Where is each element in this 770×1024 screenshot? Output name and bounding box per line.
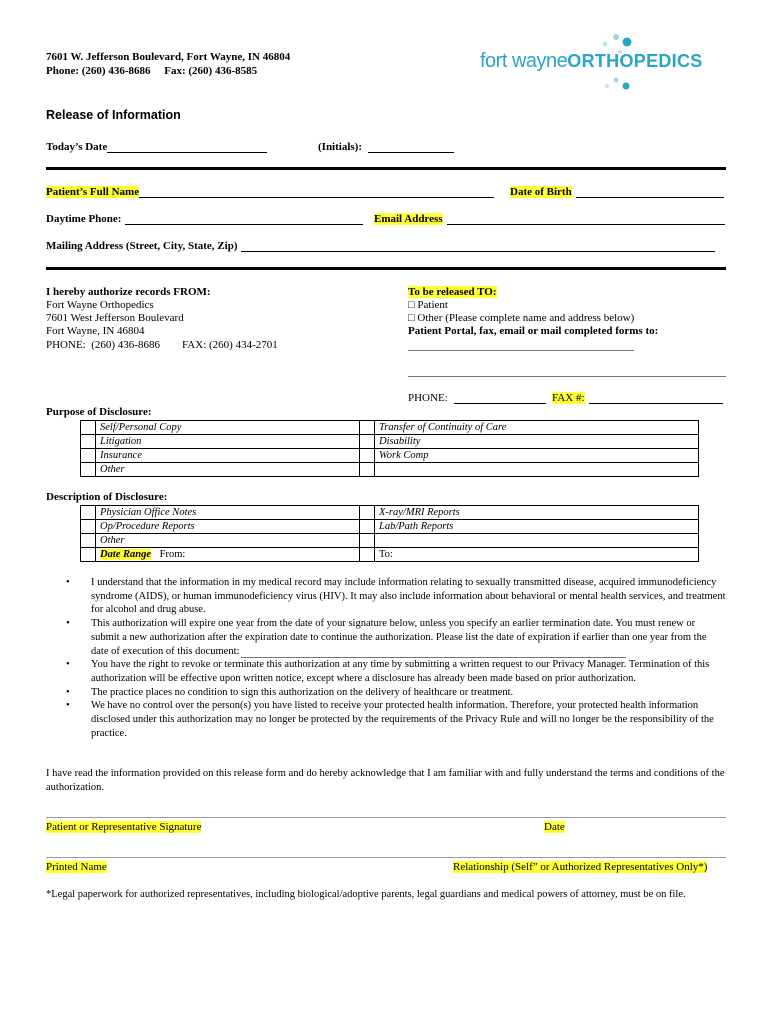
purpose-heading: Purpose of Disclosure:: [46, 406, 152, 418]
dob-field[interactable]: [510, 186, 724, 198]
purpose-checkbox[interactable]: [81, 421, 96, 435]
list-item: • I understand that the information in my medical record may include information relating to sexually transmitted disease, acquired immunodeficiency syndrome (AIDS), or human immunodeficiency virus (HIV). It may also include information about behavioral or mental health services, and treatment for alcohol and drug abuse.: [66, 577, 726, 616]
date-to-cell[interactable]: To:: [375, 548, 699, 562]
relationship-label: Relationship (Self” or Authorized Representatives Only*): [453, 861, 708, 873]
table-cell: Lab/Path Reports: [375, 520, 699, 534]
printed-name-label: Printed Name: [46, 861, 107, 873]
from-street: 7601 West Jefferson Boulevard: [46, 312, 184, 324]
release-to-patient-option[interactable]: □ Patient: [408, 299, 448, 311]
table-row: [81, 449, 699, 463]
table-cell: Insurance: [96, 449, 360, 463]
acknowledgement-text: I have read the information provided on this release form and do hereby acknowledge that I am familiar with and fully understand the terms and conditions of the authorization.: [46, 768, 725, 793]
daytime-phone-field[interactable]: [46, 213, 363, 225]
table-cell: Other: [96, 534, 360, 548]
table-row: [81, 435, 699, 449]
from-fax: FAX: (260) 434-2701: [182, 339, 278, 351]
from-practice-name: Fort Wayne Orthopedics: [46, 299, 154, 311]
dob-label: Date of Birth: [510, 186, 572, 198]
mailing-address-label: Mailing Address (Street, City, State, Zip): [46, 240, 238, 252]
logo-text-light: fort wayne: [480, 50, 568, 72]
release-to-heading: To be released TO:: [408, 286, 497, 298]
divider-thick: [46, 167, 726, 170]
release-to-line-1[interactable]: [408, 350, 634, 351]
initials-label: (Initials):: [318, 141, 362, 153]
release-to-phone-label: PHONE:: [408, 392, 448, 404]
logo: [478, 28, 728, 98]
signature-date-label: Date: [544, 821, 565, 833]
todays-date-field[interactable]: [46, 141, 267, 153]
purpose-checkbox[interactable]: [360, 463, 375, 477]
table-cell: [375, 463, 699, 477]
purpose-checkbox[interactable]: [81, 463, 96, 477]
table-cell: X-ray/MRI Reports: [375, 506, 699, 520]
table-cell: Physician Office Notes: [96, 506, 360, 520]
description-checkbox[interactable]: [81, 534, 96, 548]
purpose-table: [80, 420, 699, 477]
date-from-label: From:: [159, 549, 186, 560]
authorize-from-heading: I hereby authorize records FROM:: [46, 286, 211, 298]
description-heading: Description of Disclosure:: [46, 491, 168, 503]
purpose-checkbox[interactable]: [81, 435, 96, 449]
description-checkbox[interactable]: [81, 548, 96, 562]
list-item: • We have no control over the person(s) you have listed to receive your protected health information. Therefore, your protected health information disclosed under this authorization may no longer be protected by the requirements of the Privacy Rule and will no longer be the responsibility of the practice.: [66, 700, 714, 739]
portal-instructions: Patient Portal, fax, email or mail completed forms to:: [408, 325, 659, 337]
table-cell: Work Comp: [375, 449, 699, 463]
divider-thick-2: [46, 267, 726, 270]
table-row: [81, 520, 699, 534]
patient-name-label: Patient’s Full Name: [46, 186, 140, 198]
purpose-checkbox[interactable]: [360, 435, 375, 449]
list-item: • You have the right to revoke or terminate this authorization at any time by submitting a written request to our Privacy Manager. Termination of this authorization will be effective upon written notice, except where a disclosure has already been made based on prior authorization.: [66, 659, 710, 684]
email-field[interactable]: [374, 213, 725, 225]
description-checkbox[interactable]: [360, 520, 375, 534]
printed-name-line[interactable]: [46, 857, 726, 858]
table-cell: [375, 534, 699, 548]
purpose-checkbox[interactable]: [81, 449, 96, 463]
table-cell: Transfer of Continuity of Care: [375, 421, 699, 435]
description-checkbox[interactable]: [360, 506, 375, 520]
release-to-other-option[interactable]: □ Other (Please complete name and address below): [408, 312, 635, 324]
form-title: Release of Information: [46, 108, 181, 122]
date-range-cell[interactable]: [96, 548, 360, 562]
daytime-phone-label: Daytime Phone:: [46, 213, 122, 225]
signature-line[interactable]: [46, 817, 726, 818]
from-phone: PHONE: (260) 436-8686: [46, 339, 160, 351]
table-cell: Self/Personal Copy: [96, 421, 360, 435]
release-to-fax-label: FAX #:: [552, 392, 585, 404]
table-row: [81, 506, 699, 520]
table-row: [81, 534, 699, 548]
table-cell: Litigation: [96, 435, 360, 449]
description-checkbox[interactable]: [360, 548, 375, 562]
table-cell: Other: [96, 463, 360, 477]
release-to-phone-field[interactable]: [408, 392, 546, 404]
description-checkbox[interactable]: [360, 534, 375, 548]
patient-name-field[interactable]: [46, 186, 494, 198]
table-cell: Disability: [375, 435, 699, 449]
todays-date-label: Today’s Date: [46, 141, 108, 153]
practice-phone-fax: Phone: (260) 436-8686 Fax: (260) 436-8585: [46, 65, 258, 77]
logo-text-bold: ORTHOPEDICS: [567, 51, 703, 71]
description-table: [80, 505, 699, 562]
purpose-checkbox[interactable]: [360, 449, 375, 463]
table-cell: Op/Procedure Reports: [96, 520, 360, 534]
terms-list: [46, 576, 726, 740]
release-to-fax-field[interactable]: [552, 392, 723, 404]
list-item: • This authorization will expire one year from the date of your signature below, unless you specify an earlier termination date. You must renew or submit a new authorization after the expiration date to continue the authorization. Please list the date of expiration if earlier than one year from the date of execution of this document:: [66, 618, 707, 657]
practice-address: 7601 W. Jefferson Boulevard, Fort Wayne, IN 46804: [46, 51, 291, 63]
mailing-address-field[interactable]: [46, 240, 715, 252]
date-range-label: Date Range: [100, 549, 152, 560]
purpose-checkbox[interactable]: [360, 421, 375, 435]
footnote: *Legal paperwork for authorized representatives, including biological/adoptive parents, legal guardians and medical powers of attorney, must be on file.: [46, 889, 686, 900]
initials-field[interactable]: [318, 141, 454, 153]
table-row: [81, 421, 699, 435]
patient-signature-label: Patient or Representative Signature: [46, 821, 202, 833]
from-city: Fort Wayne, IN 46804: [46, 325, 145, 337]
description-checkbox[interactable]: [81, 506, 96, 520]
release-to-line-2[interactable]: [408, 376, 726, 377]
list-item: • The practice places no condition to sign this authorization on the delivery of healthcare or treatment.: [66, 686, 514, 698]
description-checkbox[interactable]: [81, 520, 96, 534]
email-label: Email Address: [374, 213, 443, 225]
table-row: [81, 548, 699, 562]
table-row: [81, 463, 699, 477]
